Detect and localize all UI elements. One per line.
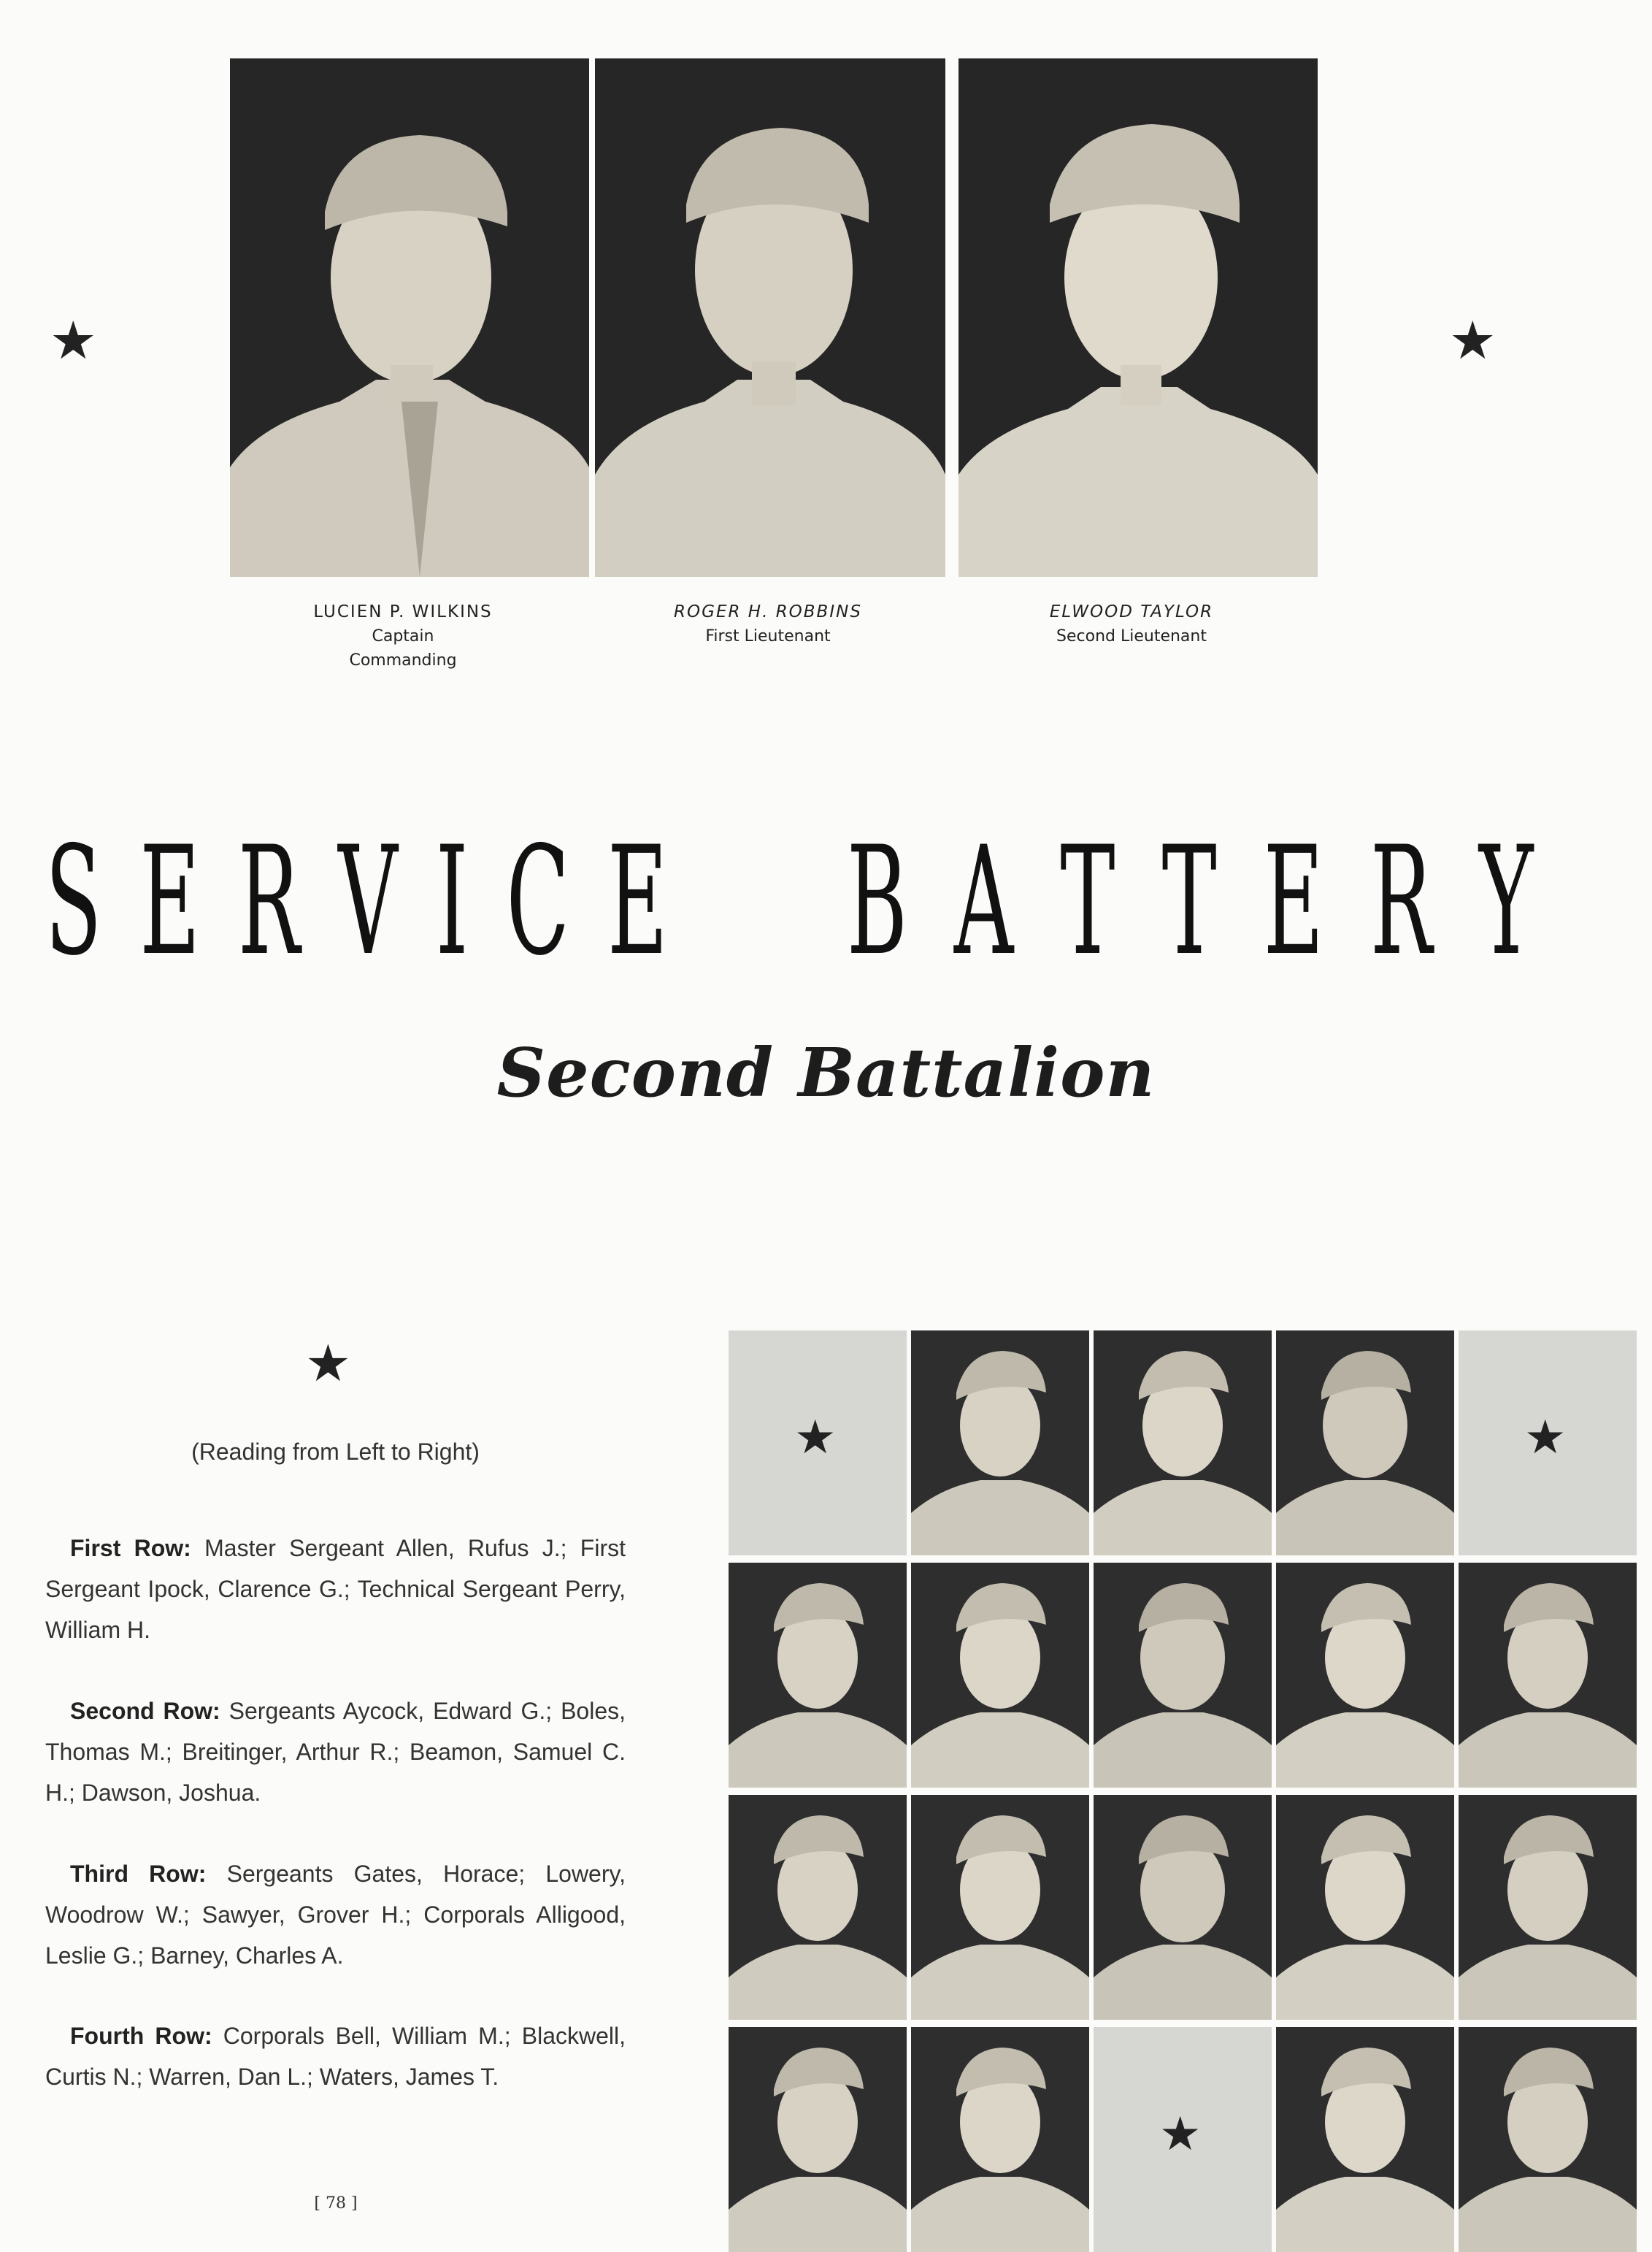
page-title-word-battery [847,815,1534,989]
portrait-illustration [911,1563,1089,1788]
officer-name: ROGER H. ROBBINS [674,602,862,621]
enlisted-photo [1276,1330,1454,1555]
star-icon: ★ [794,1411,837,1465]
portrait-illustration [911,1795,1089,2020]
enlisted-photo [911,2027,1089,2252]
title-letter: R [1370,815,1433,989]
officer-photo-taylor [958,58,1318,577]
enlisted-photo [1276,2027,1454,2252]
roster-row-label: Fourth Row: [70,2023,212,2049]
portrait-illustration [729,1563,907,1788]
portrait-illustration [1094,1563,1272,1788]
portrait-illustration [1094,1330,1272,1555]
enlisted-photo [911,1795,1089,2020]
page-title-word-service [45,815,668,989]
title-letter: B [847,815,907,989]
enlisted-photo [1094,1563,1272,1788]
portrait-illustration [1094,1795,1272,2020]
title-letter: Y [1479,815,1534,989]
enlisted-photo [1276,1795,1454,2020]
roster-row-label: Third Row: [70,1861,207,1887]
officer-photo-wilkins [230,58,589,577]
star-icon: ★ [1159,2107,1202,2161]
portrait-illustration [1276,1795,1454,2020]
officer-name: LUCIEN P. WILKINS [313,602,493,621]
portrait-illustration [911,1330,1089,1555]
enlisted-photo [1459,1563,1637,1788]
roster-intro: (Reading from Left to Right) [191,1439,480,1465]
portrait-illustration [729,2027,907,2252]
title-letter: A [953,815,1014,989]
enlisted-photo [1276,1563,1454,1788]
roster-row-text: Sergeants Gates, Horace; Lowery, Woodrow W.; Sawyer, Grover H.; Corporals Alligood, Leslie G.; Barney, Charles A. [45,1861,626,1969]
enlisted-photo [911,1330,1089,1555]
officer-caption-wilkins [250,600,556,673]
title-letter: E [1263,815,1324,989]
portrait-illustration [1459,1795,1637,2020]
roster-row-text: Master Sergeant Allen, Rufus J.; First Sergeant Ipock, Clarence G.; Technical Sergeant Perry, William H. [45,1535,626,1643]
roster-row-third [45,1853,626,1976]
enlisted-photo [1459,2027,1637,2252]
enlisted-photo [729,1563,907,1788]
enlisted-photo [729,2027,907,2252]
officer-rank: Second Lieutenant [1056,627,1207,646]
title-letter: E [139,815,200,989]
roster-row-label: Second Row: [70,1698,220,1724]
grid-star-cell [1459,1330,1637,1555]
portrait-illustration [1459,2027,1637,2252]
portrait-illustration [1276,1563,1454,1788]
title-letter: T [1060,815,1115,989]
enlisted-photo [1459,1795,1637,2020]
portrait-illustration [1276,1330,1454,1555]
portrait-illustration [230,58,589,577]
enlisted-photo [729,1795,907,2020]
enlisted-photo-grid [729,1330,1632,2251]
star-icon-left: ★ [50,310,97,371]
portrait-illustration [595,58,945,577]
grid-star-cell [1094,2027,1272,2252]
page-number: [ 78 ] [314,2194,358,2213]
officer-rank: Captain [372,627,434,646]
title-letter: T [1161,815,1217,989]
roster-row-second [45,1690,626,1813]
roster-row-text: Corporals Bell, William M.; Blackwell, Curtis N.; Warren, Dan L.; Waters, James T. [45,2023,626,2090]
officer-role: Commanding [349,651,457,670]
officer-caption-robbins [615,600,921,648]
title-letter: S [45,815,102,989]
star-icon-roster: ★ [305,1333,351,1393]
roster-row-fourth [45,2015,626,2097]
officer-name: ELWOOD TAYLOR [1049,602,1214,621]
page-subtitle: Second Battalion [496,1033,1156,1112]
roster-row-text: Sergeants Aycock, Edward G.; Boles, Thomas M.; Breitinger, Arthur R.; Beamon, Samuel C. H.; Dawson, Joshua. [45,1698,626,1806]
enlisted-photo [911,1563,1089,1788]
roster-row-label: First Row: [70,1535,191,1561]
title-letter: E [607,815,668,989]
officer-photo-robbins [595,58,945,577]
star-icon: ★ [1524,1411,1567,1465]
title-letter: R [238,815,300,989]
title-letter: I [435,815,469,989]
portrait-illustration [1459,1563,1637,1788]
portrait-illustration [958,58,1318,577]
enlisted-photo [1094,1330,1272,1555]
officer-rank: First Lieutenant [705,627,831,646]
portrait-illustration [911,2027,1089,2252]
grid-star-cell [729,1330,907,1555]
portrait-illustration [729,1795,907,2020]
roster-row-first [45,1528,626,1650]
portrait-illustration [1276,2027,1454,2252]
officer-caption-taylor [978,600,1285,648]
title-letter: C [506,815,569,989]
star-icon-right: ★ [1449,310,1497,371]
title-letter: V [338,815,398,989]
enlisted-photo [1094,1795,1272,2020]
